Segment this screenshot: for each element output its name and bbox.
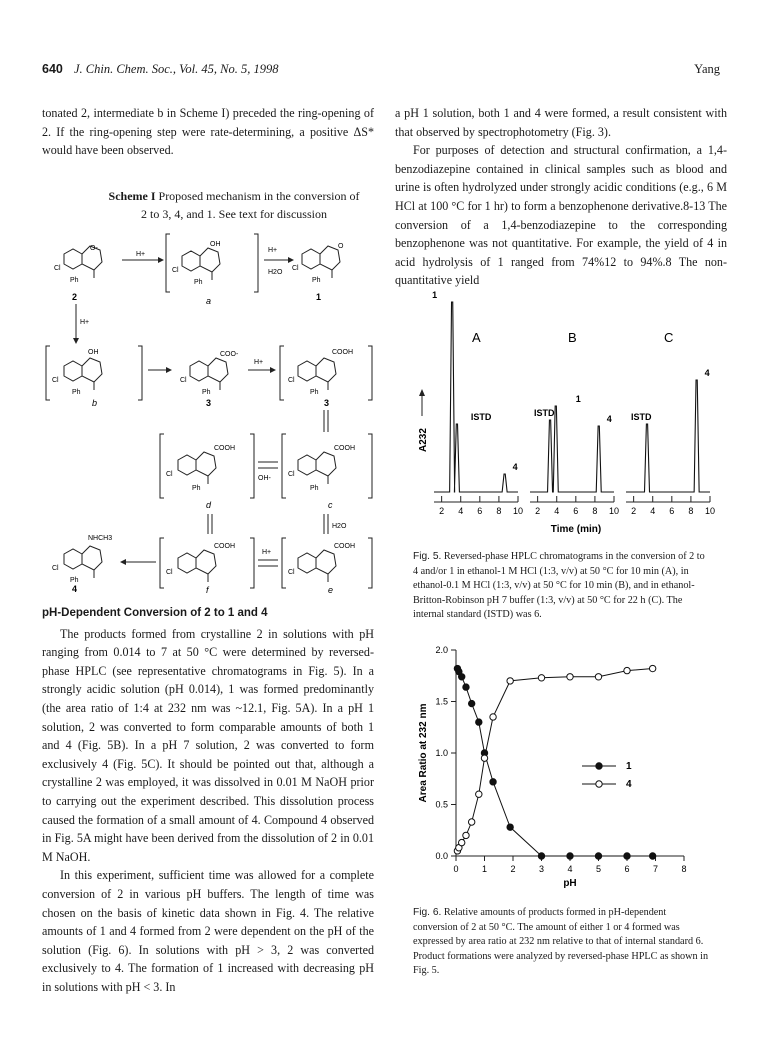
svg-text:Cl: Cl: [166, 569, 173, 576]
chromatogram-panels: [432, 290, 715, 516]
series-4-point: [476, 791, 482, 797]
x-tick-label: 4: [458, 506, 464, 516]
series-1-point: [490, 779, 496, 785]
x-tick-label: 6: [669, 506, 675, 516]
svg-text:Cl: Cl: [288, 569, 295, 576]
label-d: d: [206, 500, 212, 510]
arrowhead: [73, 338, 79, 344]
peak-label: 4: [512, 462, 518, 472]
legend-label: 4: [626, 779, 632, 790]
series-1-point: [649, 853, 655, 859]
arrowhead: [288, 257, 294, 263]
y-tick-label: 1.5: [435, 696, 448, 707]
svg-text:OH: OH: [88, 349, 99, 356]
series-4-point: [490, 714, 496, 720]
chromatogram-trace: [626, 380, 710, 492]
series-1-line: [457, 669, 652, 856]
panel-label: A: [472, 330, 481, 345]
series-4-point: [649, 665, 655, 671]
scheme-title-line2: 2 to 3, 4, and 1. See text for discussion: [141, 207, 327, 221]
svg-text:Ph: Ph: [70, 577, 79, 584]
figure-6-caption-text: Relative amounts of products formed in pH-dependent conversion of 2 at 50 °C. The amount of either 1 or 4 formed was expressed by area ratio at 232 nm relative to that of internal standard 6. Product formations were analyzed by reversed-phase HPLC as shown in Fig. 5.: [413, 907, 709, 977]
reagent-oh: OH-: [258, 475, 271, 482]
x-tick-label: 10: [704, 506, 716, 516]
series-1-point: [567, 853, 573, 859]
svg-text:Ph: Ph: [310, 485, 319, 492]
chart-axes: [435, 645, 686, 874]
figure-6-caption: [413, 906, 709, 979]
svg-text:Cl: Cl: [52, 377, 59, 384]
svg-text:COOH: COOH: [334, 445, 355, 452]
x-tick-label: 8: [688, 506, 694, 516]
scheme-title-line1: Proposed mechanism in the conversion of: [158, 189, 360, 203]
chart-legend: [582, 761, 632, 790]
x-tick-label: 4: [650, 506, 656, 516]
scheme-label: Scheme I: [108, 189, 156, 203]
x-tick-label: 6: [573, 506, 579, 516]
series-1-point: [624, 853, 630, 859]
series-1-point: [595, 853, 601, 859]
intermediate-e: [282, 538, 372, 595]
peak-label: ISTD: [631, 412, 652, 422]
label-e: e: [328, 585, 334, 595]
svg-text:OH: OH: [210, 241, 221, 248]
x-tick-label: 8: [496, 506, 502, 516]
legend-marker: [596, 763, 602, 769]
svg-text:O-: O-: [90, 245, 98, 252]
x-tick-label: 2: [439, 506, 445, 516]
x-tick-label: 1: [481, 864, 488, 874]
label-4: 4: [72, 584, 78, 594]
series-1-point: [538, 853, 544, 859]
x-tick-label: 0: [453, 864, 459, 874]
figure-5-label: Fig. 5.: [413, 551, 442, 562]
svg-text:COOH: COOH: [332, 349, 353, 356]
series-4-point: [595, 674, 601, 680]
x-tick-label: 3: [538, 864, 545, 874]
y-tick-label: 1.0: [435, 748, 448, 758]
arrowhead: [120, 559, 126, 565]
svg-text:NHCH3: NHCH3: [88, 535, 113, 542]
x-tick-label: 8: [592, 506, 598, 516]
label-a: a: [206, 296, 212, 306]
compound-3-anion: [180, 351, 239, 408]
x-tick-label: 4: [554, 506, 560, 516]
arrowhead: [166, 367, 172, 373]
figure-5-caption-text: Reversed-phase HPLC chromatograms in the conversion of 2 to 4 and/or 1 in ethanol-1 M HCl (1:3, v/v) at 50 °C for 10 min (A), in ethanol-0.1 M HCl (1:3, v/v) at 50 °C for 10 min (B), and in ethanol-Britton-Robinson pH 7 buffer (1:3, v/v) at 50 °C for 22 h (C). The internal standard (ISTD) was 6.: [413, 551, 705, 621]
peak-label: ISTD: [470, 412, 492, 422]
series-4-point: [538, 675, 544, 681]
x-tick-label: 6: [477, 506, 483, 516]
series-1-point: [476, 719, 482, 725]
reagent-h2o: H2O: [332, 523, 347, 530]
intermediate-d: [160, 434, 254, 510]
series-4-point: [463, 832, 469, 838]
label-3b: 3: [324, 398, 330, 408]
label-f: f: [206, 585, 209, 595]
series-4-point: [481, 755, 487, 761]
x-tick-label: 2: [631, 506, 637, 516]
x-tick-label: 2: [510, 864, 516, 874]
peak-label: 1: [575, 394, 581, 404]
series-1-point: [459, 674, 465, 680]
y-axis-arrow: [419, 389, 425, 416]
figure-6-label: Fig. 6.: [413, 907, 442, 918]
body-paragraph-4: For purposes of detection and structural confirmation, a 1,4-benzodiazepine contained in clinical samples such as blood and urine is often hydrolyzed under strongly acidic conditions (e.g., 6 M HCl at 100 °C for 1 hr) to form a benzophenone derivative.8-13 The conversion of a 1,4-benzodiazepine to the corresponding benzophenone was not quantitative. For example, the yield of 4 in acid hydrolysis of 1 ranged from 74%12 to 94%.8 The non-quantitative yield: [395, 143, 727, 288]
peak-label: 1: [432, 290, 438, 300]
compound-4: [52, 535, 112, 594]
x-tick-label: 2: [535, 506, 541, 516]
intermediate-a: [166, 234, 258, 306]
intro-paragraph: tonated 2, intermediate b in Scheme I) preceded the ring-opening of 2. If the ring-opening step were rate-determining, a positive ΔS* would have been observed.: [42, 106, 374, 158]
running-header: [42, 62, 279, 77]
reagent-h: H+: [80, 319, 90, 326]
y-tick-label: 0.5: [435, 799, 448, 810]
right-body: [395, 104, 727, 290]
svg-text:O: O: [338, 243, 344, 250]
svg-text:Cl: Cl: [54, 265, 61, 272]
label-b: b: [92, 398, 98, 408]
series-4-point: [507, 678, 513, 684]
compound-2: [54, 245, 102, 302]
svg-text:Cl: Cl: [288, 377, 295, 384]
body-paragraph-2: In this experiment, sufficient time was allowed for a complete conversion of 2 in various pH buffers. The length of time was chosen on the basis of kinetic data shown in Fig. 4. The relative amounts of 1 and 4 formed from 2 were dependent on the pH of the solution (Fig. 6). In solutions with pH > 3, 2 was converted exclusively to 4. The formation of 1 increased with decreasing pH in solutions with pH < 3. In: [42, 868, 374, 994]
arrowhead: [270, 367, 276, 373]
chromatogram-trace: [530, 406, 614, 492]
svg-text:COOH: COOH: [214, 445, 235, 452]
body-paragraph-1: The products formed from crystalline 2 in solutions with pH ranging from 0.014 to 7 at 50 °C were determined by reversed-phase HPLC (see representative chromatograms in Fig. 5). In a strongly acidic solution (pH 0.014), 1 was formed predominantly (the area ratio of 1:4 at 232 nm was ~12.1, Fig. 5A). In a pH 1 solution, 2 was converted to form comparable amounts of both 1 and 4 (Fig. 5B). In a pH 7 solution, 2 was converted to form exclusively 4 (Fig. 5C). It should be pointed out that, although a crystalline 2 was employed, it was dissolved in 0.01 M NaOH prior to carrying out the experiment described. This dissolution process caused the formation of a small amount of 4. Compound 4 observed in Fig. 5A might have been derived from the dissolution of 2 in 0.01 M NaOH.: [42, 626, 374, 864]
reagent-h2o: H2O: [268, 269, 283, 276]
x-tick-label: 6: [624, 864, 630, 874]
reagent-h: H+: [254, 359, 264, 366]
scheme-title: [86, 187, 382, 223]
legend-label: 1: [626, 761, 632, 772]
y-axis-label: A232: [418, 428, 429, 452]
x-axis-label: Time (min): [550, 524, 602, 535]
panel-label: B: [568, 330, 577, 345]
x-tick-label: 5: [595, 864, 602, 874]
series-4-point: [459, 839, 465, 845]
section-heading: pH-Dependent Conversion of 2 to 1 and 4: [42, 607, 268, 619]
x-tick-label: 10: [512, 506, 524, 516]
reagent-h: H+: [268, 247, 278, 254]
series-1-point: [507, 824, 513, 830]
svg-text:Ph: Ph: [192, 485, 201, 492]
x-tick-label: 7: [652, 864, 659, 874]
svg-text:Cl: Cl: [180, 377, 187, 384]
series-4-point: [624, 667, 630, 673]
series-4-point: [567, 674, 573, 680]
svg-text:Cl: Cl: [52, 565, 59, 572]
svg-text:Cl: Cl: [172, 267, 179, 274]
svg-text:Ph: Ph: [70, 277, 79, 284]
figure-6-chart: [412, 642, 712, 894]
scheme-diagram: [42, 228, 380, 594]
x-tick-label: 10: [608, 506, 620, 516]
figure-5-caption: [413, 550, 709, 623]
svg-text:COO-: COO-: [220, 351, 239, 358]
x-axis-label: pH: [563, 878, 577, 889]
svg-text:COOH: COOH: [214, 543, 235, 550]
legend-marker: [596, 781, 602, 787]
svg-text:COOH: COOH: [334, 543, 355, 550]
peak-label: 4: [606, 414, 612, 424]
label-c: c: [328, 500, 333, 510]
page-number: 640: [42, 62, 63, 76]
intermediate-b: [46, 346, 142, 408]
x-tick-label: 4: [567, 864, 573, 874]
svg-text:Cl: Cl: [292, 265, 299, 272]
y-tick-label: 0.0: [435, 851, 448, 861]
intermediate-f: [160, 538, 254, 595]
svg-text:Ph: Ph: [194, 279, 203, 286]
peak-label: 4: [704, 368, 710, 378]
reagent-h: H+: [262, 549, 272, 556]
reagent-h: H+: [136, 251, 146, 258]
intermediate-c: [282, 434, 372, 510]
author-header: Yang: [694, 62, 720, 76]
body-paragraph-3: a pH 1 solution, both 1 and 4 were formed, a result consistent with that observed by spectrophotometry (Fig. 3).: [395, 106, 727, 139]
compound-3: [280, 346, 372, 408]
series-4-point: [468, 819, 474, 825]
svg-text:Cl: Cl: [166, 471, 173, 478]
svg-text:Ph: Ph: [202, 389, 211, 396]
y-tick-label: 2.0: [435, 645, 448, 655]
label-1: 1: [316, 292, 322, 302]
journal-citation: J. Chin. Chem. Soc., Vol. 45, No. 5, 1998: [73, 62, 279, 76]
panel-label: C: [664, 330, 674, 345]
figure-5-chromatograms: [412, 290, 716, 538]
svg-text:Ph: Ph: [312, 277, 321, 284]
label-3: 3: [206, 398, 212, 408]
y-axis-label: Area Ratio at 232 nm: [418, 703, 429, 803]
svg-text:Cl: Cl: [288, 471, 295, 478]
series-1-point: [463, 684, 469, 690]
x-tick-label: 8: [681, 864, 687, 874]
compound-1: [292, 243, 344, 302]
svg-text:Ph: Ph: [72, 389, 81, 396]
left-intro: [42, 104, 374, 160]
svg-text:Ph: Ph: [310, 389, 319, 396]
series-1-point: [468, 700, 474, 706]
left-body: [42, 604, 374, 996]
label-2: 2: [72, 292, 78, 302]
arrowhead: [158, 257, 164, 263]
peak-label: ISTD: [534, 408, 555, 418]
